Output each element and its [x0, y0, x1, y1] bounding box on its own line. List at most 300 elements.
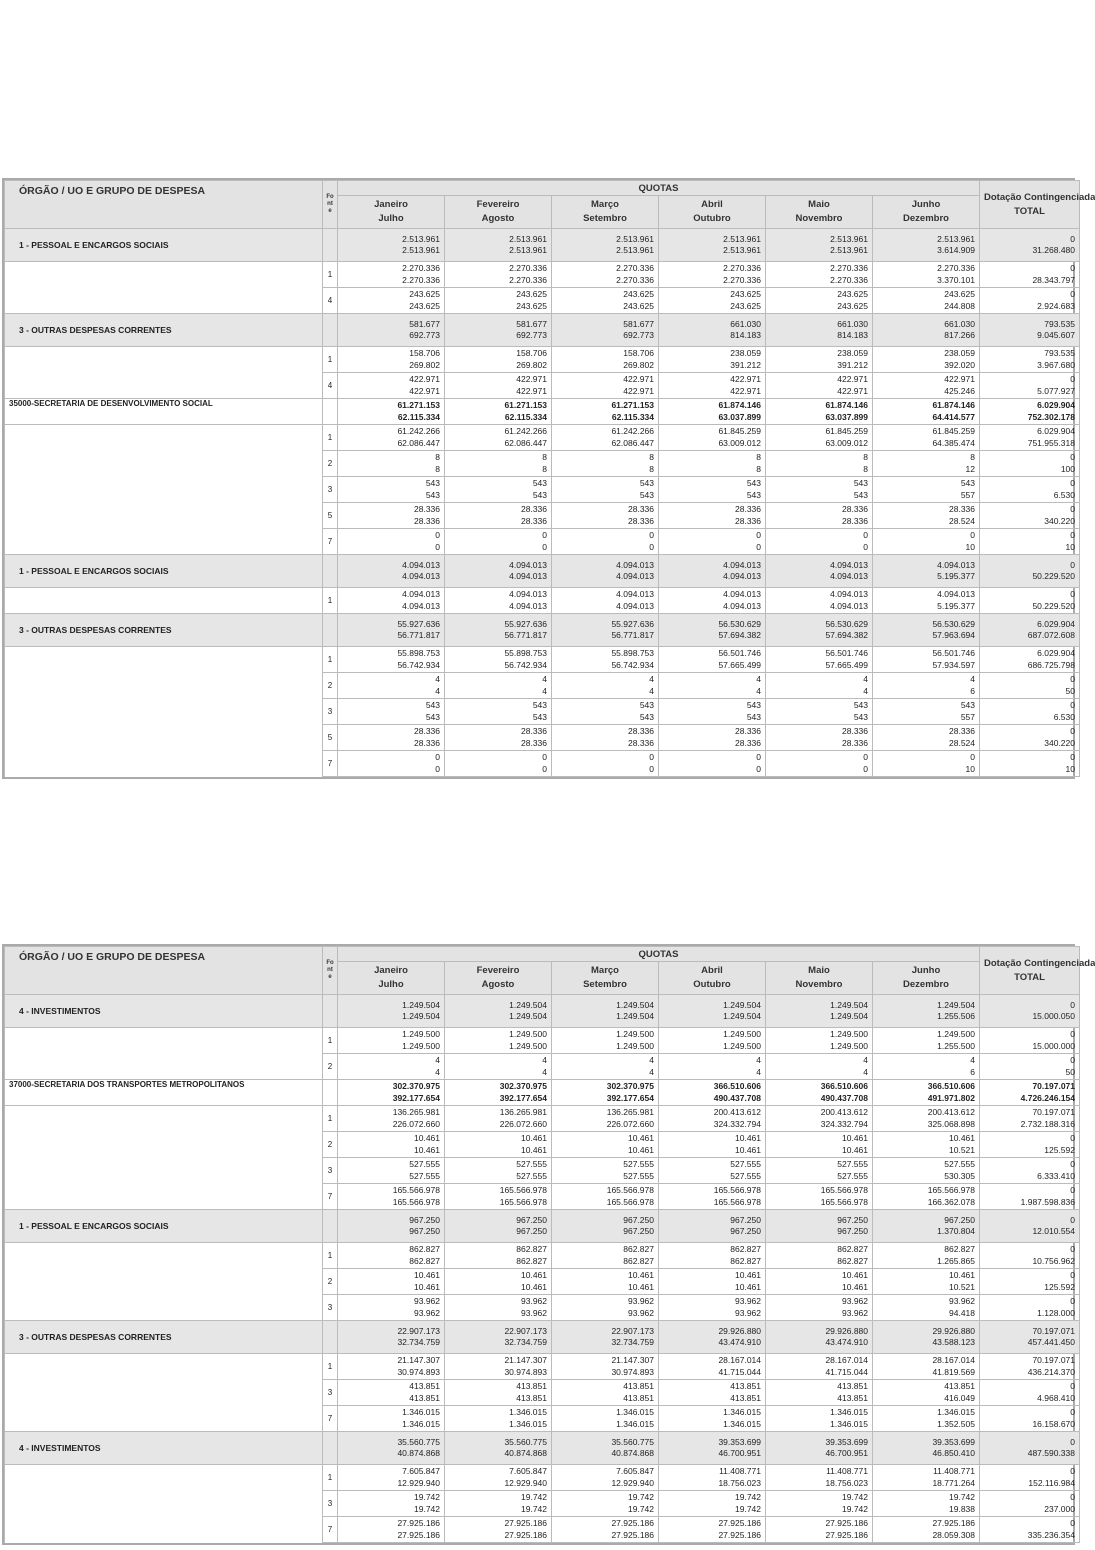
contingenciada-value: 70.197.071 [1032, 1081, 1075, 1091]
quota-cell [766, 1517, 873, 1543]
quota-second-semester: 165.566.978 [606, 1196, 654, 1207]
total-cell [980, 673, 1080, 699]
quota-first-semester: 56.501.746 [825, 648, 868, 658]
row-label: 35000-SECRETARIA DE DESENVOLVIMENTO SOCIAL [5, 399, 323, 425]
column-header-month [766, 196, 873, 229]
quota-cell [552, 647, 659, 673]
fonte-code [323, 1210, 338, 1243]
quota-second-semester: 28.336 [521, 737, 547, 748]
total-cell [980, 1432, 1080, 1465]
fonte-code: 2 [323, 1054, 338, 1080]
quota-cell [552, 314, 659, 347]
quota-first-semester: 10.461 [842, 1133, 868, 1143]
quota-first-semester: 22.907.173 [504, 1325, 547, 1336]
total-cell [980, 503, 1080, 529]
quota-first-semester: 7.605.847 [509, 1466, 547, 1476]
quota-first-semester: 543 [960, 478, 975, 488]
quota-second-semester: 28.059.308 [932, 1529, 975, 1540]
quota-first-semester: 2.513.961 [616, 233, 654, 244]
fonte-code: 2 [323, 1269, 338, 1295]
quota-second-semester: 413.851 [730, 1392, 761, 1403]
quota-cell [873, 699, 980, 725]
quota-first-semester: 10.461 [628, 1270, 654, 1280]
quota-cell [552, 1354, 659, 1380]
quota-first-semester: 10.461 [521, 1133, 547, 1143]
quota-cell [552, 1054, 659, 1080]
quota-first-semester: 543 [639, 478, 654, 488]
quota-cell [766, 1321, 873, 1354]
fonte-code: 2 [323, 1132, 338, 1158]
quota-first-semester: 28.336 [521, 726, 547, 736]
quota-second-semester: 12.929.940 [504, 1477, 547, 1488]
fonte-row [5, 725, 1080, 751]
quota-cell [552, 1295, 659, 1321]
contingenciada-value: 0 [1070, 263, 1075, 273]
quota-second-semester: 63.037.899 [825, 411, 868, 422]
column-header-month [338, 962, 445, 995]
quota-first-semester: 2.513.961 [723, 233, 761, 244]
fonte-code: 4 [323, 288, 338, 314]
quota-cell [659, 503, 766, 529]
quota-first-semester: 238.059 [837, 348, 868, 358]
row-label [5, 503, 323, 529]
row-label [5, 1028, 323, 1054]
quota-first-semester: 56.501.746 [718, 648, 761, 658]
total-value: 4.968.410 [1037, 1392, 1075, 1403]
quota-cell [338, 373, 445, 399]
month-label-second-semester: Agosto [481, 213, 515, 224]
row-label [5, 699, 323, 725]
column-header-month [659, 196, 766, 229]
fonte-row [5, 1380, 1080, 1406]
quota-first-semester: 200.413.612 [927, 1107, 975, 1117]
quota-first-semester: 1.249.504 [723, 999, 761, 1010]
row-label [5, 262, 323, 288]
quota-cell [659, 1380, 766, 1406]
quota-first-semester: 61.271.153 [611, 400, 654, 410]
quota-first-semester: 243.625 [623, 289, 654, 299]
total-cell [980, 477, 1080, 503]
quota-first-semester: 967.250 [623, 1214, 654, 1225]
quota-cell [766, 229, 873, 262]
quota-second-semester: 0 [863, 763, 868, 774]
total-cell [980, 451, 1080, 477]
quota-second-semester: 1.346.015 [402, 1418, 440, 1429]
quota-cell [445, 1106, 552, 1132]
quota-second-semester: 2.513.961 [616, 245, 654, 255]
quota-second-semester: 0 [649, 763, 654, 774]
quota-second-semester: 43.474.910 [718, 1337, 761, 1347]
quota-first-semester: 28.336 [842, 726, 868, 736]
quota-second-semester: 57.665.499 [718, 659, 761, 670]
quota-cell [552, 555, 659, 588]
total-value: 10.756.962 [1032, 1255, 1075, 1266]
quota-cell [766, 1106, 873, 1132]
quota-second-semester: 243.625 [409, 300, 440, 311]
quota-second-semester: 4 [649, 1066, 654, 1077]
quota-cell [445, 477, 552, 503]
header-row [5, 181, 1080, 196]
quota-first-semester: 1.249.500 [830, 1029, 868, 1039]
fonte-row [5, 503, 1080, 529]
quota-cell [552, 1269, 659, 1295]
total-label: TOTAL [1014, 971, 1045, 983]
quota-first-semester: 302.370.975 [606, 1081, 654, 1091]
total-cell [980, 229, 1080, 262]
quota-first-semester: 27.925.186 [825, 1518, 868, 1528]
quota-first-semester: 0 [756, 530, 761, 540]
quota-first-semester: 28.336 [949, 726, 975, 736]
total-value: 6.530 [1053, 489, 1075, 500]
quota-second-semester: 165.566.978 [713, 1196, 761, 1207]
contingenciada-value: 0 [1070, 1407, 1075, 1417]
row-label [5, 373, 323, 399]
quota-cell [659, 399, 766, 425]
quota-second-semester: 32.734.759 [611, 1337, 654, 1347]
fonte-code: 1 [323, 588, 338, 614]
quota-second-semester: 10 [965, 763, 975, 774]
quota-cell [873, 1517, 980, 1543]
month-label-second-semester: Setembro [583, 979, 627, 990]
quota-first-semester: 55.927.636 [611, 618, 654, 629]
quota-second-semester: 46.700.951 [825, 1448, 868, 1458]
quota-second-semester: 93.962 [628, 1307, 654, 1318]
quota-first-semester: 27.925.186 [718, 1518, 761, 1528]
quota-first-semester: 200.413.612 [820, 1107, 868, 1117]
total-value: 686.725.798 [1027, 659, 1075, 670]
quota-cell [552, 1106, 659, 1132]
total-value: 340.220 [1044, 515, 1075, 526]
quota-cell [873, 588, 980, 614]
quota-cell [445, 1184, 552, 1210]
fonte-row [5, 673, 1080, 699]
quota-second-semester: 1.249.504 [830, 1011, 868, 1021]
row-label [5, 673, 323, 699]
quota-cell [766, 1054, 873, 1080]
quota-second-semester: 967.250 [516, 1226, 547, 1236]
column-header-total [980, 947, 1095, 995]
total-value: 436.214.370 [1027, 1366, 1075, 1377]
quota-second-semester: 28.336 [628, 737, 654, 748]
quota-cell [873, 1406, 980, 1432]
month-label-first-semester: Abril [701, 199, 723, 210]
quota-first-semester: 165.566.978 [499, 1185, 547, 1195]
quota-cell [552, 425, 659, 451]
quota-second-semester: 19.742 [842, 1503, 868, 1514]
quota-first-semester: 61.271.153 [397, 400, 440, 410]
quota-second-semester: 1.352.505 [937, 1418, 975, 1429]
quota-cell [445, 373, 552, 399]
quota-cell [873, 1028, 980, 1054]
row-label [5, 451, 323, 477]
quota-cell [338, 1432, 445, 1465]
quota-second-semester: 1.249.500 [616, 1040, 654, 1051]
quota-first-semester: 4.094.013 [830, 589, 868, 599]
quota-first-semester: 422.971 [623, 374, 654, 384]
quota-first-semester: 93.962 [842, 1296, 868, 1306]
quota-cell [445, 1491, 552, 1517]
contingenciada-value: 0 [1070, 1492, 1075, 1502]
quota-second-semester: 10.461 [735, 1144, 761, 1155]
fonte-code: 7 [323, 1406, 338, 1432]
row-label: 4 - INVESTIMENTOS [5, 1432, 323, 1465]
quota-first-semester: 158.706 [409, 348, 440, 358]
quota-first-semester: 581.677 [623, 318, 654, 329]
quota-cell [766, 477, 873, 503]
contingenciada-value: 0 [1070, 1381, 1075, 1391]
quota-cell [445, 288, 552, 314]
quota-first-semester: 2.513.961 [402, 233, 440, 244]
total-cell [980, 262, 1080, 288]
total-value: 12.010.554 [1032, 1226, 1075, 1236]
expense-group-row [5, 1432, 1080, 1465]
quota-first-semester: 93.962 [735, 1296, 761, 1306]
quota-first-semester: 28.336 [521, 504, 547, 514]
month-label-first-semester: Janeiro [374, 199, 408, 210]
quota-cell [766, 673, 873, 699]
quota-first-semester: 4 [970, 1055, 975, 1065]
quota-second-semester: 4.094.013 [830, 600, 868, 611]
total-cell [980, 399, 1080, 425]
quota-first-semester: 4.094.013 [723, 559, 761, 570]
quota-cell [552, 673, 659, 699]
quota-first-semester: 200.413.612 [713, 1107, 761, 1117]
quota-second-semester: 817.266 [944, 330, 975, 340]
quota-first-semester: 27.925.186 [611, 1518, 654, 1528]
quota-cell [659, 1491, 766, 1517]
row-label [5, 1106, 323, 1132]
quota-second-semester: 862.827 [837, 1255, 868, 1266]
quota-first-semester: 422.971 [730, 374, 761, 384]
quota-second-semester: 413.851 [623, 1392, 654, 1403]
fonte-row [5, 1054, 1080, 1080]
fonte-code: 1 [323, 1028, 338, 1054]
quota-first-semester: 4 [863, 1055, 868, 1065]
quota-cell [659, 647, 766, 673]
quota-cell [766, 1295, 873, 1321]
row-label: 1 - PESSOAL E ENCARGOS SOCIAIS [5, 229, 323, 262]
quota-cell [873, 503, 980, 529]
quota-first-semester: 61.845.259 [718, 426, 761, 436]
quota-first-semester: 2.270.336 [509, 263, 547, 273]
quota-cell [659, 1432, 766, 1465]
quota-first-semester: 55.898.753 [611, 648, 654, 658]
contingenciada-value: 0 [1070, 289, 1075, 299]
quota-second-semester: 2.513.961 [509, 245, 547, 255]
quota-second-semester: 226.072.660 [392, 1118, 440, 1129]
quota-second-semester: 413.851 [837, 1392, 868, 1403]
quota-first-semester: 8 [542, 452, 547, 462]
quota-first-semester: 967.250 [409, 1214, 440, 1225]
quota-cell [873, 751, 980, 777]
quota-cell [445, 1269, 552, 1295]
quota-second-semester: 64.414.577 [932, 411, 975, 422]
total-value: 125.592 [1044, 1281, 1075, 1292]
quota-second-semester: 2.513.961 [723, 245, 761, 255]
quota-first-semester: 543 [746, 700, 761, 710]
quota-cell [445, 588, 552, 614]
quota-cell [338, 262, 445, 288]
month-label-first-semester: Março [591, 965, 619, 976]
contingenciada-value: 0 [1070, 1244, 1075, 1254]
quota-cell [659, 1295, 766, 1321]
quota-cell [552, 373, 659, 399]
quota-second-semester: 62.115.334 [504, 411, 547, 422]
month-label-first-semester: Fevereiro [476, 199, 520, 210]
quota-second-semester: 27.925.186 [825, 1529, 868, 1540]
quota-cell [338, 673, 445, 699]
quota-first-semester: 7.605.847 [402, 1466, 440, 1476]
total-cell [980, 1465, 1080, 1491]
quota-second-semester: 57.694.382 [825, 630, 868, 640]
quota-second-semester: 324.332.794 [713, 1118, 761, 1129]
quota-cell [659, 314, 766, 347]
fonte-code: 1 [323, 347, 338, 373]
quota-first-semester: 4 [435, 674, 440, 684]
quota-second-semester: 5.195.377 [937, 571, 975, 581]
quota-first-semester: 158.706 [516, 348, 547, 358]
quota-cell [873, 1106, 980, 1132]
quota-cell [766, 1269, 873, 1295]
fonte-row [5, 373, 1080, 399]
quota-second-semester: 30.974.893 [611, 1366, 654, 1377]
quota-cell [552, 229, 659, 262]
quota-first-semester: 661.030 [730, 318, 761, 329]
quota-second-semester: 1.370.804 [937, 1226, 975, 1236]
quota-first-semester: 862.827 [623, 1244, 654, 1254]
quota-cell [659, 288, 766, 314]
quota-cell [552, 1080, 659, 1106]
quota-first-semester: 543 [960, 700, 975, 710]
quota-second-semester: 527.555 [409, 1170, 440, 1181]
quota-first-semester: 1.249.504 [402, 999, 440, 1010]
quota-cell [766, 425, 873, 451]
expense-group-row [5, 229, 1080, 262]
row-label [5, 1354, 323, 1380]
quota-first-semester: 55.927.636 [504, 618, 547, 629]
quota-second-semester: 41.715.044 [718, 1366, 761, 1377]
quota-first-semester: 1.346.015 [402, 1407, 440, 1417]
quota-second-semester: 0 [542, 763, 547, 774]
quota-cell [766, 529, 873, 555]
total-cell [980, 1321, 1080, 1354]
quota-first-semester: 93.962 [414, 1296, 440, 1306]
quota-first-semester: 413.851 [944, 1381, 975, 1391]
column-header-quotas: QUOTAS [338, 947, 980, 962]
quota-first-semester: 7.605.847 [616, 1466, 654, 1476]
quota-cell [766, 451, 873, 477]
quota-first-semester: 35.560.775 [504, 1436, 547, 1447]
quota-first-semester: 862.827 [730, 1244, 761, 1254]
quota-cell [445, 451, 552, 477]
quota-first-semester: 19.742 [949, 1492, 975, 1502]
quota-first-semester: 21.147.307 [504, 1355, 547, 1365]
quota-second-semester: 62.115.334 [397, 411, 440, 422]
fonte-code: 4 [323, 373, 338, 399]
quota-first-semester: 8 [756, 452, 761, 462]
quota-second-semester: 32.734.759 [504, 1337, 547, 1347]
total-cell [980, 588, 1080, 614]
quota-second-semester: 0 [756, 763, 761, 774]
quota-cell [766, 751, 873, 777]
quota-cell [445, 529, 552, 555]
quota-cell [552, 1243, 659, 1269]
fonte-code: 1 [323, 1243, 338, 1269]
quota-cell [338, 1243, 445, 1269]
contingenciada-value: 0 [1070, 1518, 1075, 1528]
quota-second-semester: 41.819.569 [932, 1366, 975, 1377]
quota-cell [873, 614, 980, 647]
expense-group-row [5, 555, 1080, 588]
quota-cell [659, 1354, 766, 1380]
expense-group-row [5, 995, 1080, 1028]
quota-first-semester: 27.925.186 [932, 1518, 975, 1528]
quota-cell [766, 1210, 873, 1243]
quota-first-semester: 61.271.153 [504, 400, 547, 410]
quota-cell [766, 995, 873, 1028]
row-label [5, 1491, 323, 1517]
quota-cell [338, 588, 445, 614]
quota-second-semester: 4 [435, 685, 440, 696]
quota-second-semester: 527.555 [730, 1170, 761, 1181]
total-cell [980, 699, 1080, 725]
quota-second-semester: 527.555 [516, 1170, 547, 1181]
quota-cell [659, 673, 766, 699]
quota-second-semester: 93.962 [842, 1307, 868, 1318]
quota-first-semester: 2.513.961 [830, 233, 868, 244]
fonte-code: 7 [323, 751, 338, 777]
total-cell [980, 1491, 1080, 1517]
contingenciada-value: 0 [1070, 700, 1075, 710]
quota-second-semester: 165.566.978 [392, 1196, 440, 1207]
contingenciada-value: 0 [1070, 1159, 1075, 1169]
quota-first-semester: 61.242.266 [397, 426, 440, 436]
quota-cell [873, 1295, 980, 1321]
quota-second-semester: 1.249.500 [830, 1040, 868, 1051]
contingenciada-value: 0 [1070, 374, 1075, 384]
quota-cell [873, 1491, 980, 1517]
quota-first-semester: 4 [756, 1055, 761, 1065]
quota-second-semester: 6 [970, 1066, 975, 1077]
quota-cell [873, 1132, 980, 1158]
quota-first-semester: 10.461 [521, 1270, 547, 1280]
quota-second-semester: 94.418 [949, 1307, 975, 1318]
quota-second-semester: 57.934.597 [932, 659, 975, 670]
quota-first-semester: 527.555 [409, 1159, 440, 1169]
quota-cell [552, 1184, 659, 1210]
quota-first-semester: 4 [542, 1055, 547, 1065]
quota-cell [552, 1432, 659, 1465]
quota-first-semester: 8 [863, 452, 868, 462]
fonte-row [5, 1269, 1080, 1295]
quota-second-semester: 0 [435, 763, 440, 774]
quota-second-semester: 392.020 [944, 359, 975, 370]
quota-first-semester: 93.962 [628, 1296, 654, 1306]
quota-second-semester: 1.249.500 [402, 1040, 440, 1051]
quota-second-semester: 166.362.078 [927, 1196, 975, 1207]
column-header-month [873, 962, 980, 995]
quota-cell [338, 1354, 445, 1380]
quota-cell [552, 503, 659, 529]
column-header-org: ÓRGÃO / UO E GRUPO DE DESPESA [5, 947, 323, 995]
fonte-code: 2 [323, 451, 338, 477]
quota-cell [445, 1295, 552, 1321]
fonte-row [5, 1132, 1080, 1158]
quota-cell [659, 1210, 766, 1243]
quota-cell [445, 1243, 552, 1269]
column-header-month [445, 196, 552, 229]
quota-first-semester: 27.925.186 [397, 1518, 440, 1528]
